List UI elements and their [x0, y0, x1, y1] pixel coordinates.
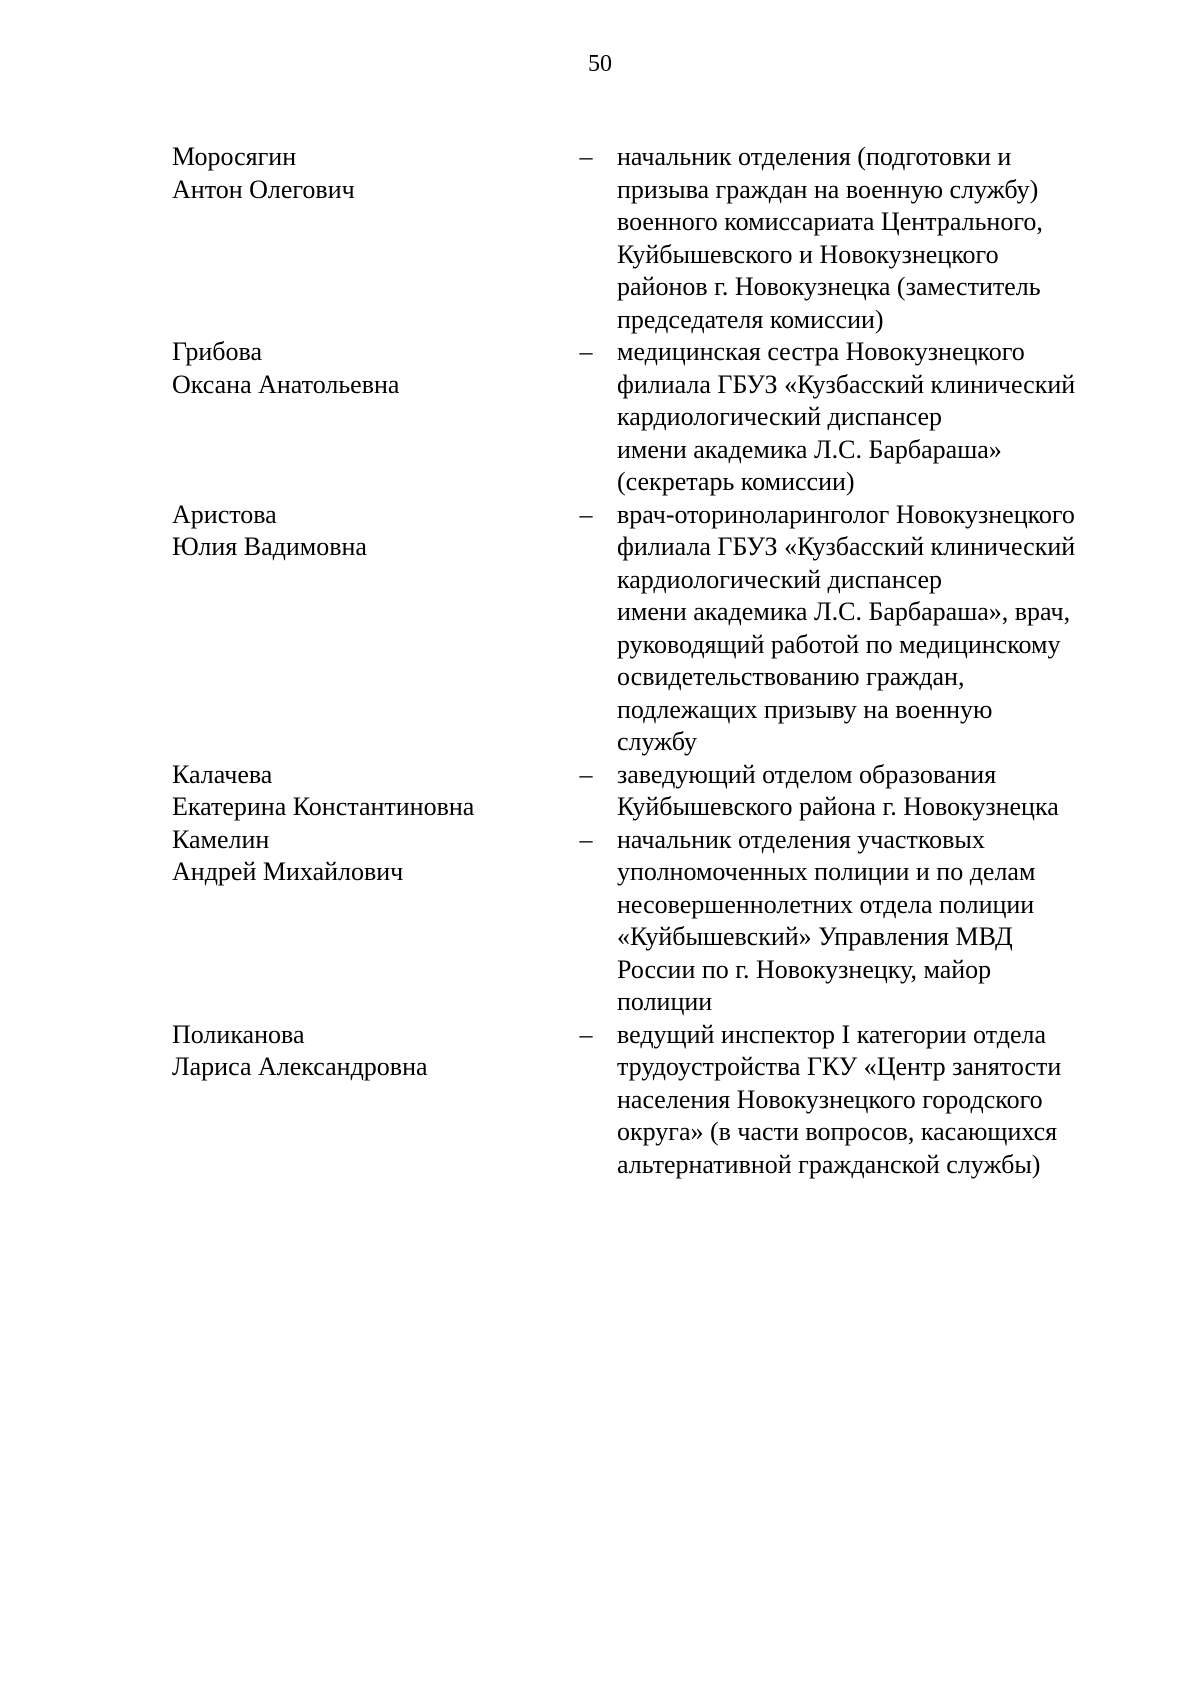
member-position [617, 336, 1152, 499]
member-name [172, 336, 572, 401]
position-line: филиала ГБУЗ «Кузбасский клинический [617, 369, 1076, 399]
member-name [172, 759, 572, 824]
separator-dash: – [579, 824, 593, 854]
member-position [617, 759, 1152, 824]
member-given-names: Андрей Михайлович [172, 857, 404, 886]
position-line: подлежащих призыву на военную [617, 694, 993, 724]
separator-dash: – [579, 1019, 593, 1049]
position-line: альтернативной гражданской службы) [617, 1149, 1041, 1179]
member-name [172, 1019, 572, 1084]
member-given-names: Лариса Александровна [172, 1052, 428, 1081]
separator-dash: – [579, 499, 593, 529]
member-position [617, 824, 1152, 1019]
position-line: районов г. Новокузнецка (заместитель [617, 272, 1041, 301]
member-position [617, 141, 1152, 336]
position-line: военного комиссариата Центрального, [617, 207, 1043, 236]
member-given-names: Антон Олегович [172, 174, 355, 204]
page-number: 50 [588, 51, 612, 77]
position-line: медицинская сестра Новокузнецкого [617, 337, 1025, 366]
commission-members-list [172, 141, 1152, 1181]
position-line: Куйбышевского и Новокузнецкого [617, 239, 999, 269]
position-line: кардиологический диспансер [617, 402, 942, 431]
position-line: службу [617, 727, 698, 756]
position-line: Куйбышевского района г. Новокузнецка [617, 792, 1059, 821]
position-line: округа» (в части вопросов, касающихся [617, 1117, 1058, 1146]
separator-dash: – [579, 142, 593, 171]
position-line: населения Новокузнецкого городского [617, 1084, 1043, 1114]
position-line: филиала ГБУЗ «Кузбасский клинический [617, 532, 1076, 561]
position-line: «Куйбышевский» Управления МВД [617, 922, 1013, 951]
position-line: несовершеннолетних отдела полиции [617, 889, 1035, 919]
member-surname: Аристова [172, 499, 277, 529]
member-name [172, 141, 572, 206]
position-line: начальник отделения (подготовки и [617, 142, 1012, 171]
member-surname: Грибова [172, 337, 263, 366]
position-line: России по г. Новокузнецку, майор [617, 954, 992, 984]
position-line: призыва граждан на военную службу) [617, 174, 1039, 204]
position-line: начальник отделения участковых [617, 824, 985, 854]
separator-dash: – [579, 337, 593, 366]
member-entry [172, 336, 1152, 499]
member-entry [172, 499, 1152, 759]
member-position [617, 1019, 1152, 1182]
member-entry [172, 759, 1152, 824]
member-given-names: Екатерина Константиновна [172, 792, 475, 821]
separator-dash: – [579, 759, 593, 789]
position-line: председателя комиссии) [617, 304, 884, 334]
member-given-names: Юлия Вадимовна [172, 532, 367, 561]
member-surname: Камелин [172, 824, 270, 854]
position-line: заведующий отделом образования [617, 759, 997, 789]
position-line: кардиологический диспансер [617, 564, 942, 594]
position-line: имени академика Л.С. Барбараша», врач, [617, 597, 1071, 626]
position-line: (секретарь комиссии) [617, 467, 855, 496]
position-line: имени академика Л.С. Барбараша» [617, 434, 1002, 464]
member-surname: Калачева [172, 759, 273, 789]
member-given-names: Оксана Анатольевна [172, 369, 400, 399]
member-surname: Моросягин [172, 142, 297, 171]
position-line: уполномоченных полиции и по делам [617, 857, 1036, 886]
position-line: трудоустройства ГКУ «Центр занятости [617, 1052, 1062, 1081]
member-entry [172, 824, 1152, 1019]
position-line: полиции [617, 987, 713, 1016]
position-line: освидетельствованию граждан, [617, 662, 965, 691]
member-entry [172, 141, 1152, 336]
position-line: руководящий работой по медицинскому [617, 629, 1061, 659]
member-surname: Поликанова [172, 1019, 305, 1049]
position-line: ведущий инспектор I категории отдела [617, 1019, 1046, 1049]
member-entry [172, 1019, 1152, 1182]
member-name [172, 824, 572, 889]
member-name [172, 499, 572, 564]
position-line: врач-оториноларинголог Новокузнецкого [617, 499, 1075, 529]
member-position [617, 499, 1152, 759]
